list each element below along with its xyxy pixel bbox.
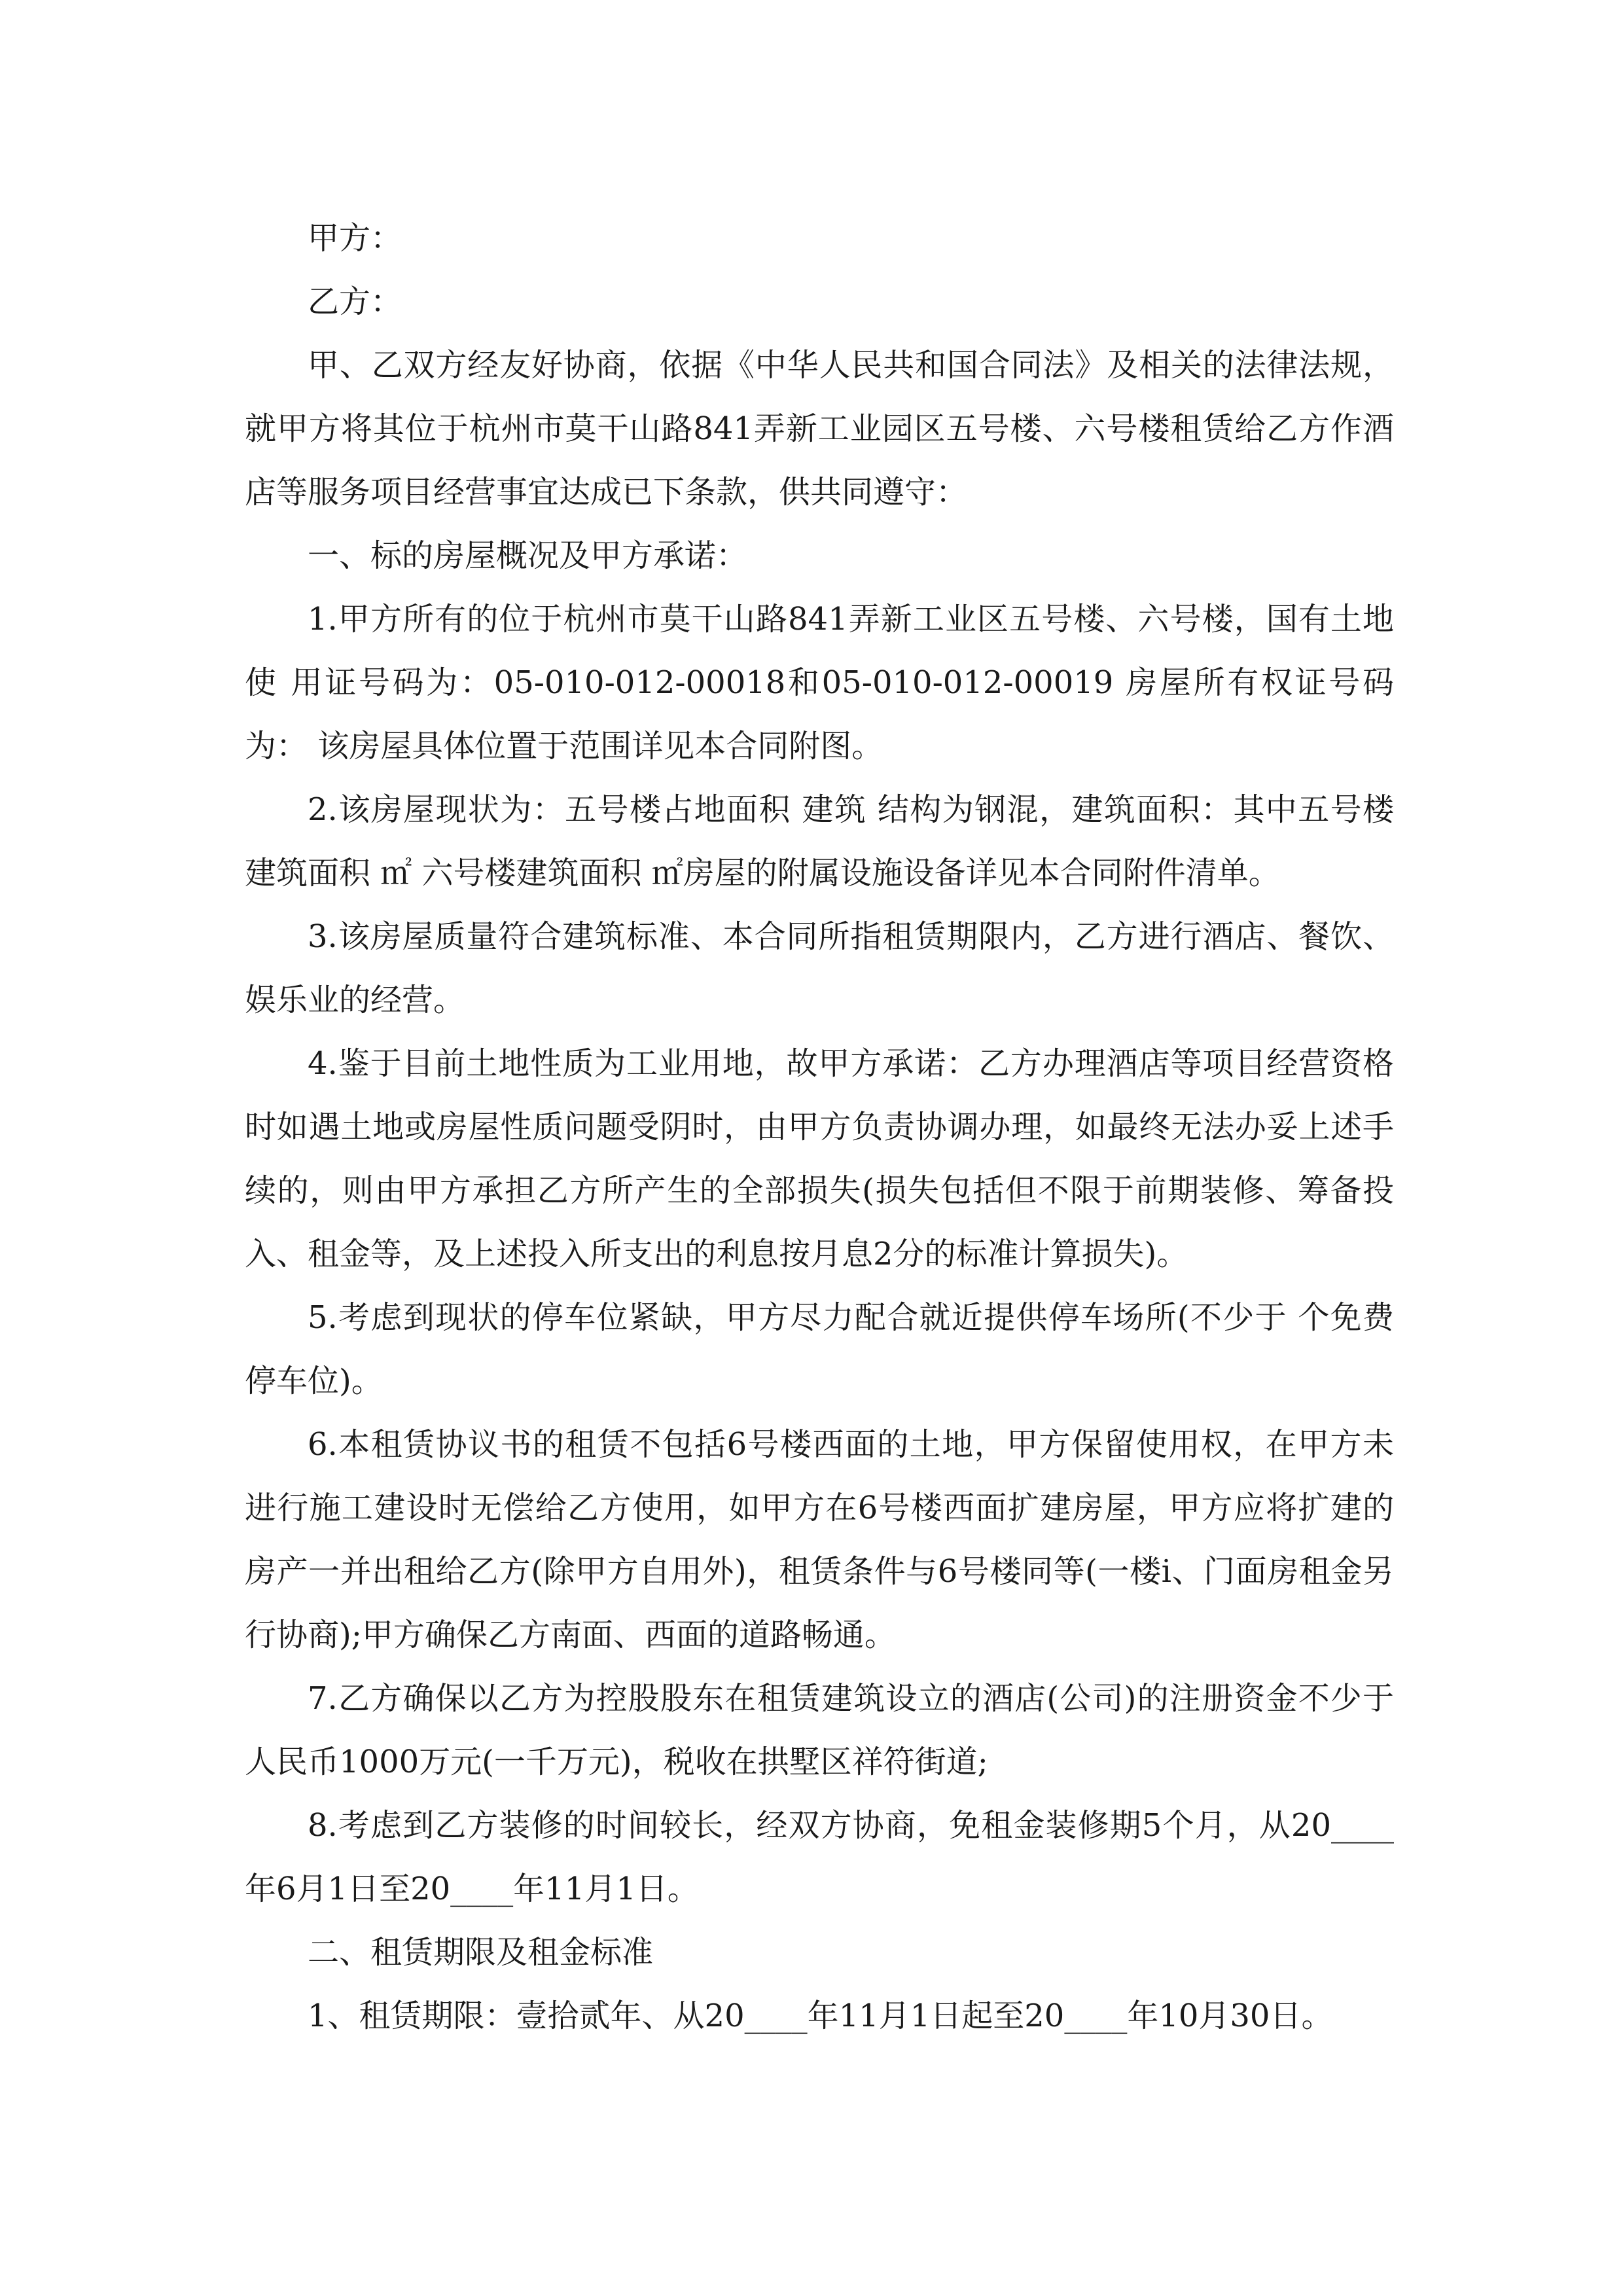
clause-1-8: 8.考虑到乙方装修的时间较长，经双方协商，免租金装修期5个月，从20____年6月1日至20____年11月1日。: [245, 1807, 1394, 1907]
clause-2-1: 1、租赁期限：壹拾贰年、从20____年11月1日起至20____年10月30日。: [308, 1998, 1333, 2034]
section-heading-1: 一、标的房屋概况及甲方承诺：: [308, 537, 748, 574]
document-body: [245, 207, 1394, 2048]
party-a-line: 甲方：: [308, 220, 402, 257]
clause-1-3: 3.该房屋质量符合建筑标准、本合同所指租赁期限内，乙方进行酒店、餐饮、娱乐业的经营。: [245, 918, 1394, 1018]
clause-1-1: 1.甲方所有的位于杭州市莫干山路841弄新工业区五号楼、六号楼，国有土地使 用证号码为：05-010-012-00018和05-010-012-00019 房屋所有权证号码为： 该房屋具体位置于范围详见本合同附图。: [245, 601, 1394, 764]
clause-1-2: 2.该房屋现状为：五号楼占地面积 建筑 结构为钢混，建筑面积：其中五号楼建筑面积 ㎡ 六号楼建筑面积 ㎡房屋的附属设施设备详见本合同附件清单。: [245, 791, 1394, 891]
party-b-line: 乙方：: [308, 283, 402, 320]
clause-1-4: 4.鉴于目前土地性质为工业用地，故甲方承诺：乙方办理酒店等项目经营资格时如遇土地或房屋性质问题受阴时，由甲方负责协调办理，如最终无法办妥上述手续的，则由甲方承担乙方所产生的全部损失(损失包括但不限于前期装修、筹备投入、租金等，及上述投入所支出的利息按月息2分的标准计算损失)。: [245, 1045, 1394, 1272]
clause-1-5: 5.考虑到现状的停车位紧缺，甲方尽力配合就近提供停车场所(不少于 个免费停车位)。: [245, 1299, 1394, 1399]
clause-1-6: 6.本租赁协议书的租赁不包括6号楼西面的土地，甲方保留使用权，在甲方未进行施工建设时无偿给乙方使用，如甲方在6号楼西面扩建房屋，甲方应将扩建的房产一并出租给乙方(除甲方自用外)，租赁条件与6号楼同等(一楼i、门面房租金另行协商);甲方确保乙方南面、西面的道路畅通。: [245, 1426, 1394, 1653]
section-heading-2: 二、租赁期限及租金标准: [308, 1934, 654, 1971]
preamble-paragraph: 甲、乙双方经友好协商，依据《中华人民共和国合同法》及相关的法律法规，就甲方将其位于杭州市莫干山路841弄新工业园区五号楼、六号楼租赁给乙方作酒店等服务项目经营事宜达成已下条款，供共同遵守：: [245, 347, 1394, 511]
clause-1-7: 7.乙方确保以乙方为控股股东在租赁建筑设立的酒店(公司)的注册资金不少于人民币1000万元(一千万元)，税收在拱墅区祥符街道;: [245, 1680, 1394, 1780]
